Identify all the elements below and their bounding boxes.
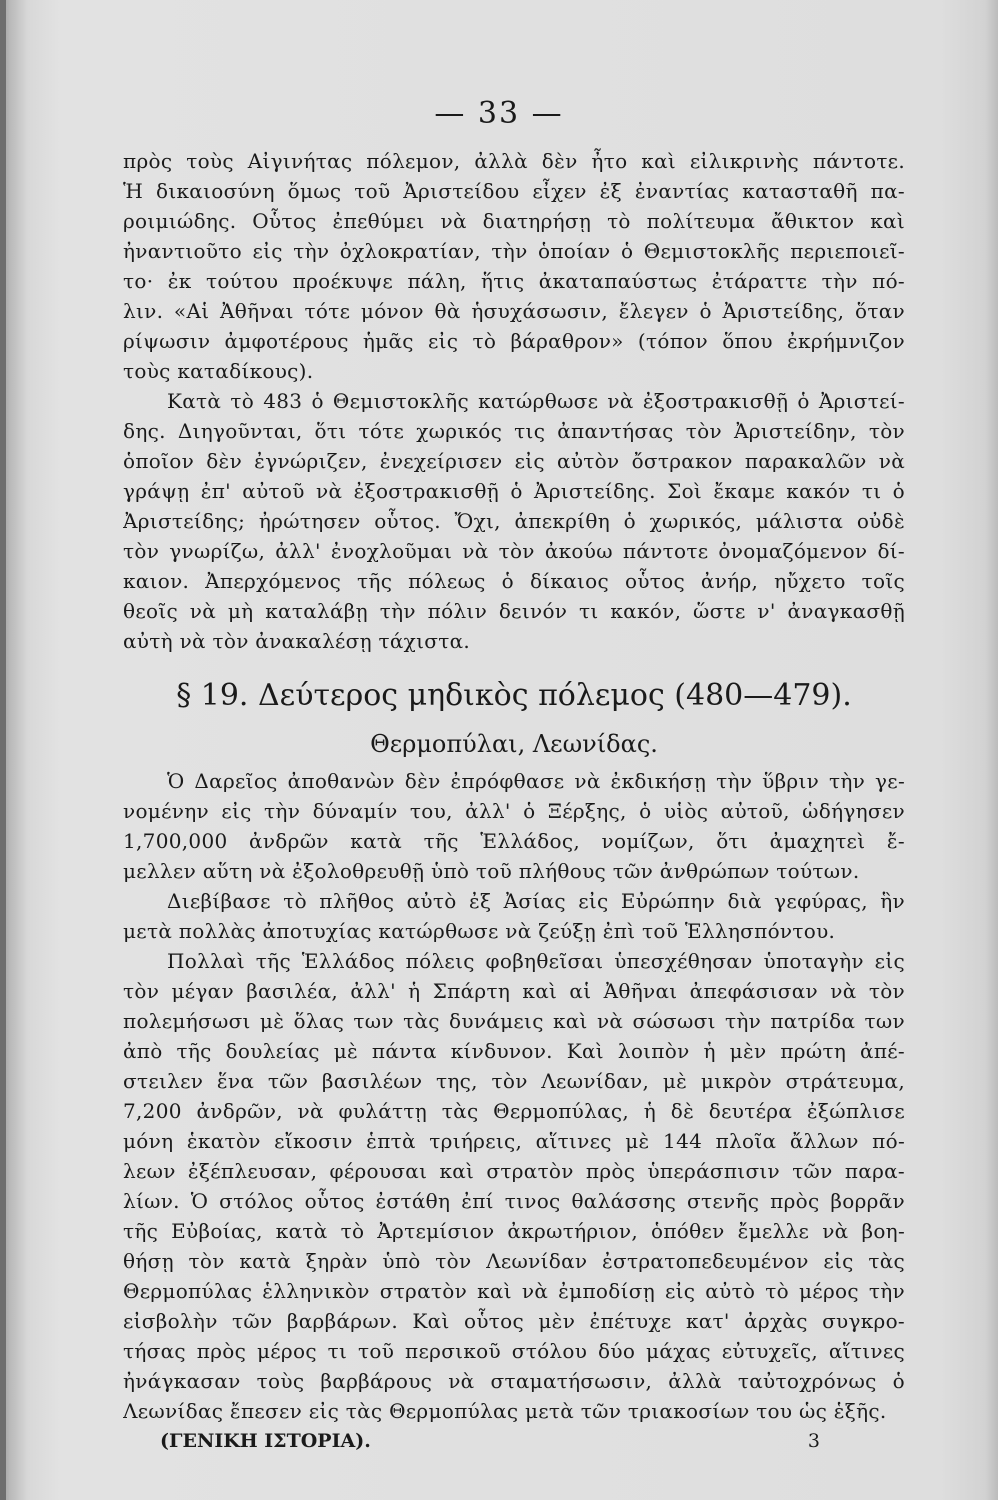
footer-signature-mark: 3: [807, 1430, 820, 1452]
page-spine-edge: [0, 0, 6, 1500]
text-line: λιν. «Αἱ Ἀθῆναι τότε μόνον θὰ ἡσυχάσωσιν, ἔλεγεν ὁ Ἀριστείδης, ὅταν: [123, 299, 905, 323]
text-line: Διεβίβασε τὸ πλῆθος αὐτὸ ἐξ Ἀσίας εἰς Εὐρώπην διὰ γεφύρας, ἣν: [167, 889, 905, 913]
text-line: λίων. Ὁ στόλος οὗτος ἐστάθη ἐπί τινος θαλάσσης στενῆς πρὸς βορρᾶν: [123, 1189, 905, 1213]
text-line: Λεωνίδας ἔπεσεν εἰς τὰς Θερμοπύλας μετὰ τῶν τριακοσίων του ὡς ἑξῆς.: [123, 1399, 887, 1423]
text-line: Θερμοπύλας ἑλληνικὸν στρατὸν καὶ νὰ ἐμποδίσῃ εἰς αὐτὸ τὸ μέρος τὴν: [123, 1279, 905, 1303]
text-line: ἀπὸ τῆς δουλείας μὲ πάντα κίνδυνον. Καὶ λοιπὸν ἡ μὲν πρώτη ἀπέ-: [123, 1039, 905, 1063]
text-line: μετὰ πολλὰς ἀποτυχίας κατώρθωσε νὰ ζεύξῃ ἐπὶ τοῦ Ἑλλησπόντου.: [123, 919, 836, 943]
text-line: γράψῃ ἐπ' αὐτοῦ νὰ ἐξοστρακισθῇ ὁ Ἀριστείδης. Σοὶ ἔκαμε κακόν τι ὁ: [123, 479, 905, 503]
text-line: ἠνάγκασαν τοὺς βαρβάρους νὰ σταματήσωσιν, ἀλλὰ ταὐτοχρόνως ὁ: [123, 1369, 905, 1393]
text-line: θεοῖς νὰ μὴ καταλάβῃ τὴν πόλιν δεινόν τι κακόν, ὥστε ν' ἀναγκασθῇ: [123, 599, 905, 623]
text-line: λεων ἐξέπλευσαν, φέρουσαι καὶ στρατὸν πρὸς ὑπεράσπισιν τῶν παρα-: [123, 1159, 905, 1183]
text-line: τήσας πρὸς μέρος τι τοῦ περσικοῦ στόλου δύο μάχας εὐτυχεῖς, αἵτινες: [123, 1339, 905, 1363]
text-line: πρὸς τοὺς Αἰγινήτας πόλεμον, ἀλλὰ δὲν ἦτο καὶ εἰλικρινὴς πάντοτε.: [123, 149, 905, 173]
paragraph-2: [123, 386, 905, 656]
footer-book-title: (ΓΕΝΙΚΗ ΙΣΤΟΡΙΑ).: [160, 1430, 371, 1452]
paragraph-4: [123, 886, 905, 946]
text-line: καιον. Ἀπερχόμενος τῆς πόλεως ὁ δίκαιος οὗτος ἀνήρ, ηὔχετο τοῖς: [123, 569, 905, 593]
text-line: τὸν μέγαν βασιλέα, ἀλλ' ἡ Σπάρτη καὶ αἱ Ἀθῆναι ἀπεφάσισαν νὰ τὸν: [123, 979, 905, 1003]
paragraph-3: [123, 766, 905, 886]
paragraph-5: [123, 946, 905, 1426]
text-line: τοὺς καταδίκους).: [123, 359, 314, 383]
text-line: 1,700,000 ἀνδρῶν κατὰ τῆς Ἑλλάδος, νομίζων, ὅτι ἀμαχητεὶ ἔ-: [123, 829, 905, 853]
text-line: εἰσβολὴν τῶν βαρβάρων. Καὶ οὗτος μὲν ἐπέτυχε κατ' ἀρχὰς συγκρο-: [123, 1309, 905, 1333]
text-line: Πολλαὶ τῆς Ἑλλάδος πόλεις φοβηθεῖσαι ὑπεσχέθησαν ὑποταγὴν εἰς: [167, 949, 905, 973]
page-footer: [160, 1430, 820, 1452]
text-line: 7,200 ἀνδρῶν, νὰ φυλάττῃ τὰς Θερμοπύλας, ἡ δὲ δευτέρα ἐξώπλισε: [123, 1099, 905, 1123]
text-line: Ὁ Δαρεῖος ἀποθανὼν δὲν ἐπρόφθασε νὰ ἐκδικήσῃ τὴν ὕβριν τὴν γε-: [167, 769, 905, 793]
text-line: μόνη ἑκατὸν εἴκοσιν ἑπτὰ τριήρεις, αἵτινες μὲ 144 πλοῖα ἄλλων πό-: [123, 1129, 905, 1153]
text-line: νομένην εἰς τὴν δύναμίν του, ἀλλ' ὁ Ξέρξης, ὁ υἱὸς αὐτοῦ, ὡδήγησεν: [123, 799, 905, 823]
text-line: πολεμήσωσι μὲ ὅλας των τὰς δυνάμεις καὶ νὰ σώσωσι τὴν πατρίδα των: [123, 1009, 905, 1033]
page-body: [123, 146, 905, 1426]
text-line: τῆς Εὐβοίας, κατὰ τὸ Ἀρτεμίσιον ἀκρωτήριον, ὁπόθεν ἔμελλε νὰ βοη-: [123, 1219, 905, 1243]
paragraph-1: [123, 146, 905, 386]
text-line: Ἡ δικαιοσύνη ὅμως τοῦ Ἀριστείδου εἶχεν ἐξ ἐναντίας κατασταθῆ πα-: [123, 179, 905, 203]
text-line: Ἀριστείδης; ἠρώτησεν οὗτος. Ὄχι, ἀπεκρίθη ὁ χωρικός, μάλιστα οὐδὲ: [123, 509, 905, 533]
page-number: — 33 —: [434, 96, 564, 131]
text-line: δης. Διηγοῦνται, ὅτι τότε χωρικός τις ἀπαντήσας τὸν Ἀριστείδην, τὸν: [123, 419, 905, 443]
text-line: ἠναντιοῦτο εἰς τὴν ὀχλοκρατίαν, τὴν ὁποίαν ὁ Θεμιστοκλῆς περιεποιεῖ-: [123, 239, 905, 263]
text-line: αὐτὴ νὰ τὸν ἀνακαλέσῃ τάχιστα.: [123, 629, 471, 653]
text-line: ὁποῖον δὲν ἐγνώριζεν, ἐνεχείρισεν εἰς αὐτὸν ὄστρακον παρακαλῶν νὰ: [123, 449, 905, 473]
text-line: θήσῃ τὸν κατὰ ξηρὰν ὑπὸ τὸν Λεωνίδαν ἐστρατοπεδευμένον εἰς τὰς: [123, 1249, 905, 1273]
text-line: στειλεν ἕνα τῶν βασιλέων της, τὸν Λεωνίδαν, μὲ μικρὸν στράτευμα,: [123, 1069, 905, 1093]
section-subheading: Θερμοπύλαι, Λεωνίδας.: [370, 730, 658, 758]
text-line: μελλεν αὕτη νὰ ἐξολοθρευθῇ ὑπὸ τοῦ πλήθους τῶν ἀνθρώπων τούτων.: [123, 859, 860, 883]
text-line: το· ἐκ τούτου προέκυψε πάλη, ἥτις ἀκαταπαύστως ἐτάραττε τὴν πό-: [123, 269, 905, 293]
text-line: ροιμιώδης. Οὗτος ἐπεθύμει νὰ διατηρήσῃ τὸ πολίτευμα ἄθικτον καὶ: [123, 209, 905, 233]
text-line: ρίψωσιν ἀμφοτέρους ἡμᾶς εἰς τὸ βάραθρον» (τόπον ὅπου ἐκρήμνιζον: [123, 329, 905, 353]
text-line: Κατὰ τὸ 483 ὁ Θεμιστοκλῆς κατώρθωσε νὰ ἐξοστρακισθῇ ὁ Ἀριστεί-: [167, 389, 905, 413]
text-line: τὸν γνωρίζω, ἀλλ' ἐνοχλοῦμαι νὰ τὸν ἀκούω πάντοτε ὀνομαζόμενον δί-: [123, 539, 905, 563]
section-heading: § 19. Δεύτερος μηδικὸς πόλεμος (480—479).: [176, 678, 852, 713]
